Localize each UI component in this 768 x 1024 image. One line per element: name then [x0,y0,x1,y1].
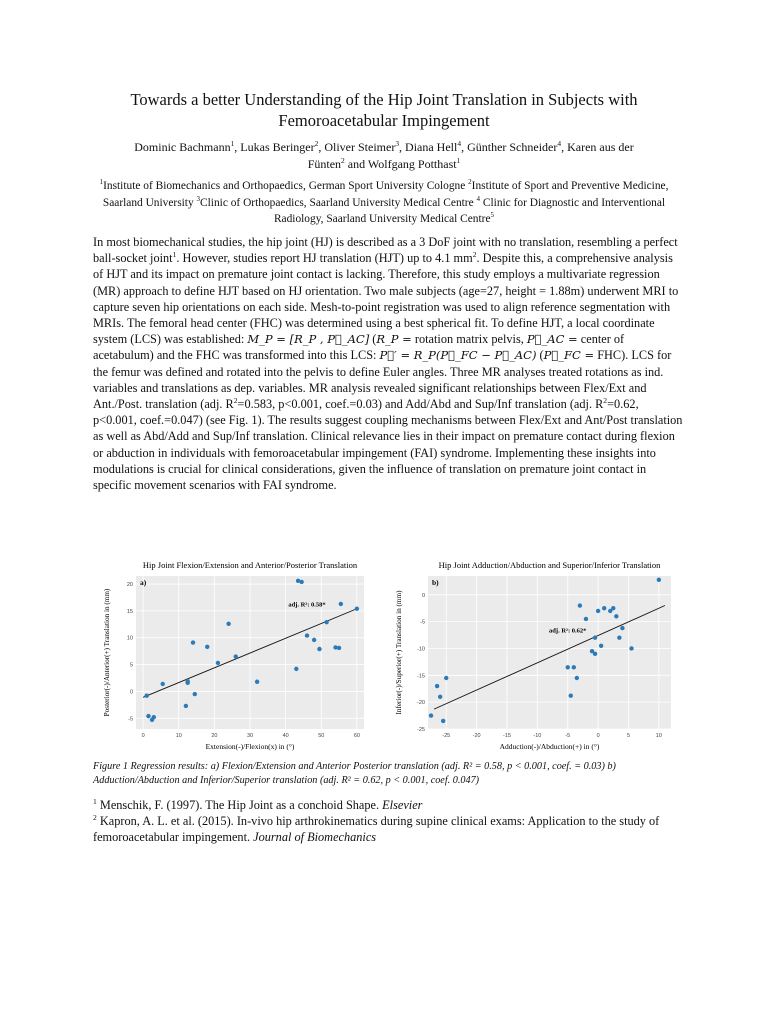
y-tick-label: 0 [129,689,133,696]
data-point [602,606,606,610]
data-point [599,644,603,648]
equation: M_P = [R_P , P⃗_AC] [247,332,370,347]
y-axis-label: Posterior(-)/Anterior(+) Translation in (mm) [103,588,111,717]
data-point [152,715,156,719]
data-point [305,633,309,637]
r2-annotation: adj. R²: 0.62* [549,627,587,635]
r2-annotation: adj. R²: 0.58* [288,601,326,609]
author: Wolfgang Potthast$^1$ [367,156,461,171]
chart-flexion-translation [98,558,368,753]
data-point [226,622,230,626]
abstract [93,234,683,493]
y-tick-label: 5 [129,662,133,669]
x-tick-label: 60 [353,733,360,739]
y-tick-label: 15 [126,608,133,615]
data-point [193,692,197,696]
y-tick-label: -15 [417,673,425,680]
data-point [355,607,359,611]
data-point [584,617,588,621]
data-point [317,647,321,651]
data-point [629,646,633,650]
scatter-plot-a [98,558,368,753]
data-point [299,580,303,584]
data-point [444,676,448,680]
chart-abduction-translation [390,558,675,753]
author: Karen aus der Fünten$^2$ [307,140,634,171]
x-axis-label: Adduction(-)/Abduction(+) in (°) [499,742,600,751]
panel-label: a) [140,578,147,587]
data-point [614,614,618,618]
reference-item: $^1$ Menschik, F. (1997). The Hip Joint as a conchoid Shape. Elsevier [93,796,423,812]
x-tick-label: -20 [472,733,481,739]
x-tick-label: 0 [596,733,600,739]
equation: P⃗′ = R_P(P⃗_FC − P⃗_AC) [379,348,537,363]
data-point [184,704,188,708]
references [93,797,683,845]
data-point [617,636,621,640]
data-point [339,602,343,606]
data-point [191,640,195,644]
data-point [146,714,150,718]
abstract-paragraph: In most biomechanical studies, the hip joint (HJ) is described as a 3 DoF joint with no translation, resembling a perfect ball-socket joint$^1$. However, studies report HJ translation (HJT) up to 4.1 $mm^2$. Despite this, a comprehensive analysis of HJT and its impact on premature joint contact is lacking. Therefore, this study employs a multivariate regression (MR) approach to define HJT based on HJ orientation. Two male subjects (age=27, height = 1.88m) underwent MRI to capture seven hip orientations on each side. Mesh-to-point registration was used to align reference segmentation with MRIs. The femoral head center (FHC) was determined using a best spherical fit. To define HJT, a local coordinate system (LCS) was established: M_P = [R_P , P⃗_AC] (R_P = rotation matrix pelvis, P⃗_AC = center of acetabulum) and the FHC was transformed into this LCS: P⃗′ = R_P(P⃗_FC − P⃗_AC) (P⃗_FC = FHC). LCS for the femur was defined and rotated into the pelvis to define Euler angles. Three MR analyses treated rotations as ind. variables and translations as dep. variables. MR analysis revealed significant relationships between Flex/Ext and Ant./Post. translation (adj. $R^2=0.583$, p<0.001, coef.=0.03) and Add/Abd and Sup/Inf translation (adj. $R^2=0.62$, p<0.001, coef.=0.047) (see Fig. 1). The results suggest coupling mechanisms between Flex/Ext and Ant/Post translation as well as Abd/Add and Sup/Inf translation. Clinical relevance lies in their impact on premature contact during flexion or abduction in individuals with femoroacetabular impingement (FAI) syndrome. Implementing these insights into modulations is crucial for clinical considerations, given the influence of translation on premature joint contact in specific movement scenarios with FAI syndrome. [93,235,683,493]
data-point [144,694,148,698]
data-point [593,636,597,640]
data-point [312,638,316,642]
data-point [575,676,579,680]
data-point [185,679,189,683]
x-tick-label: 40 [282,733,289,739]
data-point [337,646,341,650]
data-point [234,654,238,658]
data-point [161,682,165,686]
data-point [569,694,573,698]
data-point [566,665,570,669]
data-point [205,645,209,649]
author: Dominic Bachmann$^1$ [134,139,235,154]
equation: R_P = [376,332,412,347]
x-tick-label: 10 [655,733,662,739]
chart-title: Hip Joint Flexion/Extension and Anterior/Posterior Translation [142,560,358,570]
data-point [572,665,576,669]
y-tick-label: 10 [126,635,133,642]
chart-title: Hip Joint Adduction/Abduction and Superior/Inferior Translation [438,560,661,570]
x-tick-label: -25 [442,733,451,739]
data-point [294,667,298,671]
data-point [216,661,220,665]
x-tick-label: 20 [211,733,218,739]
author: Diana Hell$^4$ [405,139,462,154]
author: Oliver Steimer$^3$ [324,139,400,154]
author: Günther Schneider$^4$ [467,139,562,154]
data-point [596,609,600,613]
y-tick-label: 0 [421,592,425,599]
data-point [578,603,582,607]
y-tick-label: 20 [126,582,133,589]
y-tick-label: -20 [417,700,425,707]
x-tick-label: 0 [141,733,145,739]
data-point [657,578,661,582]
x-tick-label: 10 [175,733,182,739]
y-tick-label: -25 [417,727,425,733]
x-tick-label: -10 [533,733,542,739]
paper-title: Towards a better Understanding of the Hip Joint Translation in Subjects with Femoroacetabular Impingement [130,90,638,130]
data-point [620,626,624,630]
data-point [255,680,259,684]
y-axis-label: Inferior(-)/Superior(+) Translation in (mm) [395,590,403,715]
x-tick-label: 5 [626,733,631,739]
equation: P⃗_AC = [526,332,578,347]
data-point [593,652,597,656]
plot-background [428,576,671,729]
authors-and: and [347,157,366,171]
y-tick-label: -5 [420,619,425,626]
data-point [438,695,442,699]
panel-label: b) [432,578,439,587]
x-axis-label: Extension(-)/Flexion(x) in (°) [205,742,295,751]
x-tick-label: -5 [565,733,571,739]
x-tick-label: 50 [318,733,325,739]
equation: P⃗_FC = [543,348,595,363]
author-list: Dominic Bachmann$^1$, Lukas Beringer$^2$, Oliver Steimer$^3$, Diana Hell$^4$, Günther Schneider$^4$, Karen aus der Fünten$^2$ and Wolfgang Potthast$^1$ [134,139,634,171]
data-point [429,713,433,717]
y-tick-label: -5 [128,716,133,723]
data-point [441,719,445,723]
reference-item: $^2$ Kapron, A. L. et al. (2015). In-vivo hip arthrokinematics during supine clinical exams: Application to the study of femoroacetabular impingement. Journal of Biomechanics [93,812,660,844]
affiliations: $^1$Institute of Biomechanics and Orthopaedics, German Sport University Cologne $^2$Institute of Sport and Preventive Medicine, Saarland University $^3$Clinic of Orthopaedics, Saarland University Medical Centre $^4$ Clinic for Diagnostic and Interventional Radiology, Saarland University Medical Centre$^5$ [99,178,669,225]
scatter-plot-b [390,558,675,753]
data-point [324,620,328,624]
y-tick-label: -10 [417,646,425,653]
x-tick-label: -15 [502,733,511,739]
x-tick-label: 30 [246,733,254,739]
data-point [611,606,615,610]
author: Lukas Beringer$^2$ [240,139,319,154]
figure-caption: Figure 1 Regression results: a) Flexion/Extension and Anterior Posterior translation (adj. R² = 0.58, p < 0.001, coef. = 0.03) b) Adduction/Abduction and Inferior/Superior translation (adj. R² = 0.62, p < 0.001, coef. 0.047) [93,761,616,786]
data-point [435,684,439,688]
